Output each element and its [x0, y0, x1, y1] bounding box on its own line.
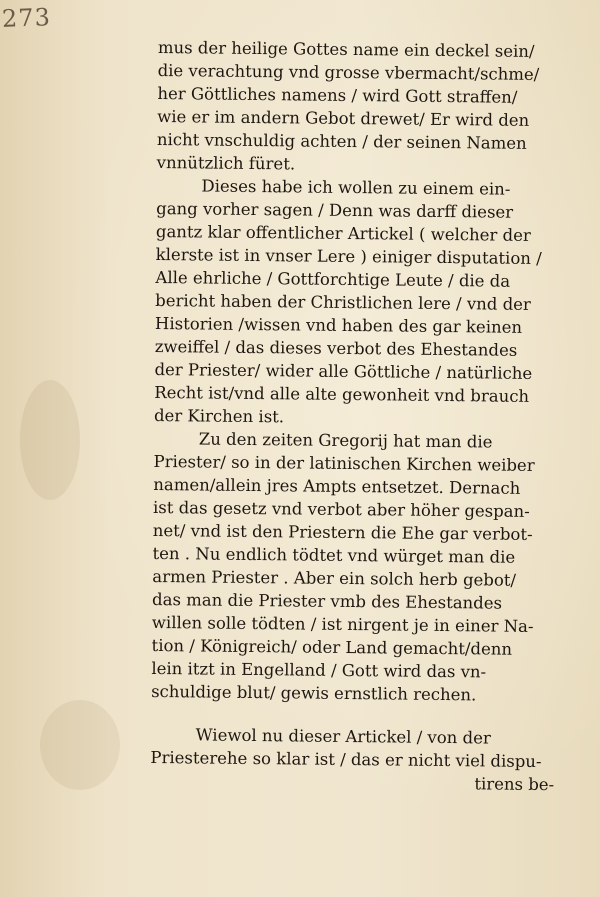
- text-line: vnnützlich füret.: [156, 152, 296, 174]
- paragraph-2: [154, 174, 577, 431]
- text-line: Wiewol nu dieser Artickel / von der: [195, 725, 491, 748]
- text-line: Zu den zeiten Gregorij hat man die: [198, 429, 493, 452]
- paper-stain: [40, 700, 120, 790]
- text-line: mus der heilige Gottes name ein deckel sein/: [157, 37, 535, 61]
- paragraph-4: [150, 723, 570, 773]
- text-line: gang vorher sagen / Denn was darff dieser: [156, 198, 514, 222]
- text-line: zweiffel / das dieses verbot des Ehestandes: [154, 336, 518, 360]
- text-line: ten . Nu endlich tödtet vnd würget man die: [152, 543, 516, 567]
- text-line: Historien /wissen vnd haben des gar keinen: [154, 313, 523, 337]
- text-line: lein itzt in Engelland / Gott wird das vn-: [151, 658, 487, 682]
- text-line: die verachtung vnd grosse vbermacht/schme/: [157, 60, 540, 84]
- text-line: her Göttliches namens / wird Gott straffen/: [157, 83, 518, 107]
- paragraph-3: [151, 427, 574, 707]
- text-line: armen Priester . Aber ein solch herb gebot/: [152, 566, 517, 590]
- text-line: namen/allein jres Ampts entsetzet. Dernach: [153, 474, 521, 498]
- text-line: schuldige blut/ gewis ernstlich rechen.: [151, 681, 477, 705]
- text-line: nicht vnschuldig achten / der seinen Namen: [156, 129, 527, 153]
- text-line: der Kirchen ist.: [153, 405, 285, 427]
- paper-stain: [20, 380, 80, 500]
- text-line: das man die Priester vmb des Ehestandes: [151, 589, 503, 613]
- text-line: Priesterehe so klar ist / das er nicht viel dispu-: [150, 747, 542, 772]
- catchword: tirens be-: [474, 774, 555, 795]
- text-line: klerste ist in vnser Lere ) einiger disputation /: [155, 244, 542, 269]
- text-line: Dieses habe ich wollen zu einem ein-: [201, 176, 511, 199]
- text-line: der Priester/ wider alle Göttliche / natürliche: [154, 359, 533, 383]
- text-line: Recht ist/vnd alle alte gewonheit vnd brauch: [154, 382, 530, 406]
- paragraph-1: [157, 36, 578, 178]
- text-line: Alle ehrliche / Gottforchtige Leute / die da: [155, 267, 511, 291]
- text-line: gantz klar offentlicher Artickel ( welcher der: [155, 221, 531, 245]
- text-line: bericht haben der Christlichen lere / vnd der: [155, 290, 531, 314]
- text-line: wie er im andern Gebot drewet/ Er wird den: [157, 106, 530, 130]
- text-line: ist das gesetz vnd verbot aber höher gespan-: [152, 497, 530, 521]
- text-line: net/ vnd ist den Priestern die Ehe gar verbot-: [152, 520, 533, 544]
- text-line: Priester/ so in der latinischen Kirchen weiber: [153, 451, 535, 475]
- text-block: [150, 36, 578, 796]
- text-line: tion / Königreich/ oder Land gemacht/denn: [151, 635, 513, 659]
- text-line: willen solle tödten / ist nirgent je in einer Na-: [151, 612, 534, 636]
- folio-number: 273: [1, 3, 52, 33]
